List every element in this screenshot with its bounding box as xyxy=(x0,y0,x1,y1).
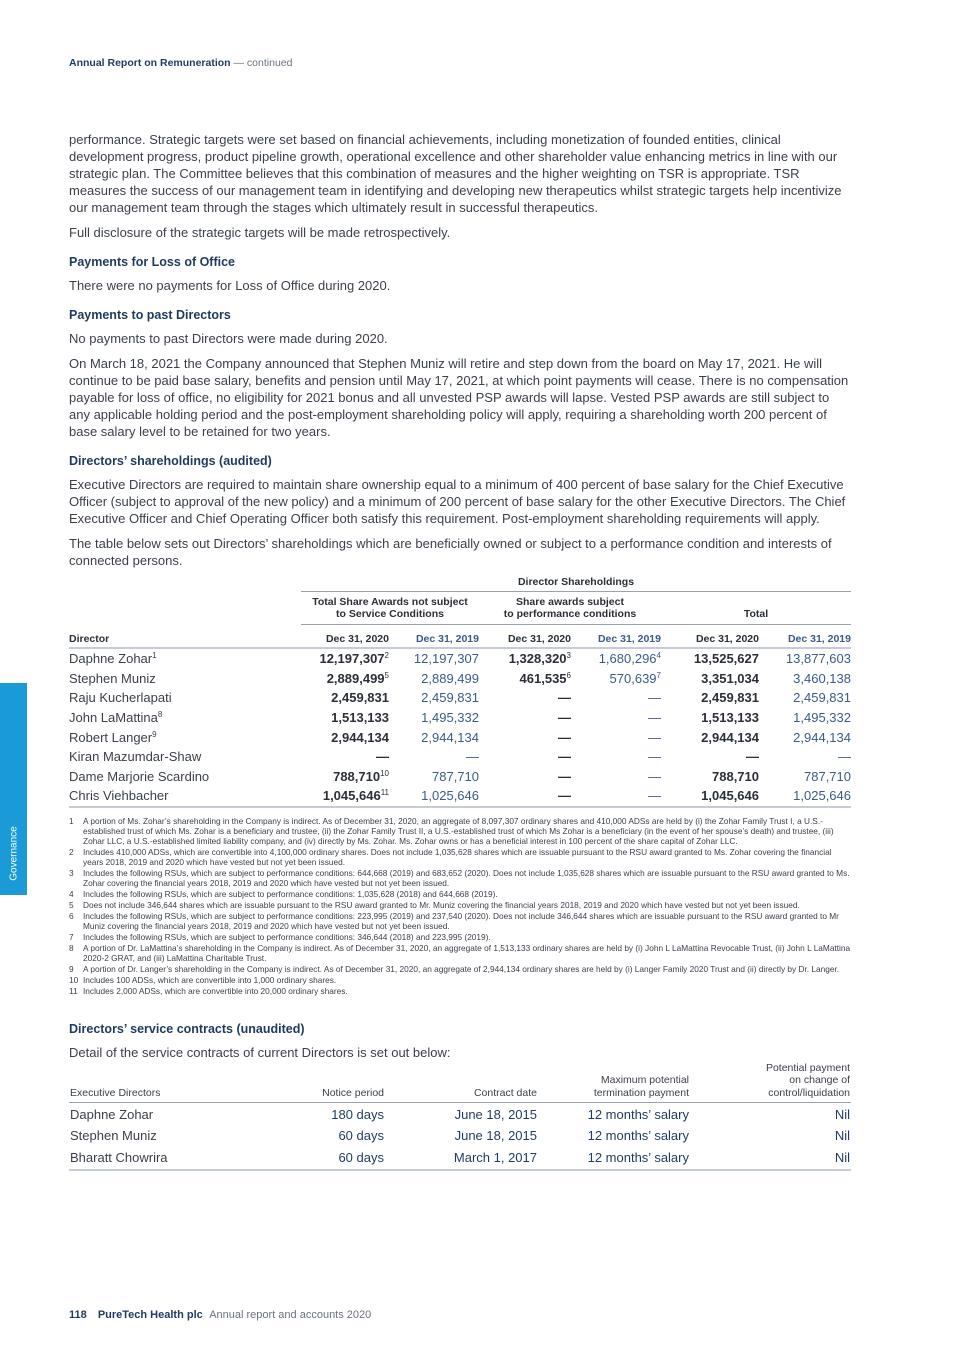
cell-total-2019 xyxy=(759,648,851,669)
footnote-number: 2 xyxy=(69,846,74,857)
col-header-executive-directors: Executive Directors xyxy=(70,1086,161,1099)
cell-value: 1,513,133 xyxy=(701,710,759,726)
cell-value: — xyxy=(648,690,661,706)
cell-director-name: Bharatt Chowrira xyxy=(70,1150,168,1166)
table-row xyxy=(69,1147,851,1170)
footnote xyxy=(69,816,851,846)
cell-total-2020 xyxy=(661,648,759,669)
cell-max-termination: 12 months’ salary xyxy=(587,1128,689,1144)
cell-value: — xyxy=(746,749,759,765)
footnote-number: 9 xyxy=(69,963,74,974)
footnote-text: Includes the following RSUs, which are subject to performance conditions: 223,995 (2019) and 237,540 (2020). Does not include 346,644 shares which are issuable pursuant to the RSU award granted to Mr Muniz covering the financial years 2018, 2019 and 2020 which have vested but not yet been issued. xyxy=(83,910,839,931)
page-content xyxy=(69,131,851,1171)
cell-perf-2019 xyxy=(571,708,661,728)
footnote-ref: 4 xyxy=(656,651,661,661)
table-row xyxy=(69,1125,851,1147)
col-header-awards-2020: Dec 31, 2020 xyxy=(301,625,389,649)
footnote-number: 7 xyxy=(69,931,74,942)
cell-director-name: Daphne Zohar xyxy=(70,1106,154,1122)
table-row xyxy=(69,747,851,767)
cell-change-of-control: Nil xyxy=(834,1106,850,1122)
cell-total-2019 xyxy=(759,727,851,747)
footnote xyxy=(69,943,851,963)
cell-value: 12,197,307 xyxy=(413,651,479,667)
cell-director-name xyxy=(69,648,301,669)
footnote xyxy=(69,911,851,931)
col-header-total-2020: Dec 31, 2020 xyxy=(661,625,759,649)
cell-value: 1,025,646 xyxy=(421,788,479,804)
cell-perf-2020 xyxy=(479,767,571,787)
cell-value: Robert Langer xyxy=(69,729,153,745)
cell-value: 570,639 xyxy=(609,670,657,686)
change-of-control-line1: Potential payment xyxy=(765,1061,850,1074)
cell-value: 1,045,646 xyxy=(701,788,759,804)
cell-awards-2019 xyxy=(389,669,479,689)
cell-director-name xyxy=(69,727,301,747)
footnote-number: 10 xyxy=(69,974,79,985)
group-header-total-label: Total xyxy=(743,608,769,620)
cell-perf-2019 xyxy=(571,669,661,689)
cell-director-name: Stephen Muniz xyxy=(70,1128,157,1144)
cell-value: 788,710 xyxy=(712,768,759,784)
section-side-tab xyxy=(0,683,27,895)
shareholdings-table-body xyxy=(69,648,851,807)
cell-total-2020 xyxy=(661,688,759,708)
cell-value: — xyxy=(558,749,571,765)
shareholdings-text-2: The table below sets out Directors’ shareholdings which are beneficially owned or subject to a performance condition and interests of connected persons. xyxy=(69,536,832,568)
cell-value: — xyxy=(558,690,571,706)
cell-change-of-control: Nil xyxy=(834,1128,850,1144)
footnote-ref: 1 xyxy=(152,651,157,661)
cell-value: 2,944,134 xyxy=(793,729,851,745)
cell-perf-2019 xyxy=(571,767,661,787)
cell-contract-date: March 1, 2017 xyxy=(453,1150,537,1166)
footnote-ref: 3 xyxy=(566,651,571,661)
cell-director-name xyxy=(69,708,301,728)
cell-total-2020 xyxy=(661,767,759,787)
cell-value: 2,889,499 xyxy=(326,670,385,686)
footnote-text: A portion of Ms. Zohar’s shareholding in the Company is indirect. As of December 31, 2020, an aggregate of 8,097,307 ordinary shares and 410,000 ADSs are held by (i) the Zohar Family Trust I, a U.S.-established trust of which Ms. Zohar is a beneficiary and trustee, (ii) the Zohar Family Trust II, a U.S.-established trust of which Ms Zohar is a beneficiary (in the event of her spouse’s death) and trustee, (iii) Zohar LLC, a U.S.-established limited liability company, and (iv) directly by Ms. Zohar. Ms. Zohar owns or has a beneficial interest in 100 percent of the share capital of Zohar LLC. xyxy=(83,815,834,846)
cell-notice-period: 60 days xyxy=(338,1150,384,1166)
footnote-text: A portion of Dr. LaMattina’s shareholding in the Company is indirect. As of December 31, 2020, an aggregate of 1,513,133 ordinary shares are held by (i) John L LaMattina Revocable Trust, (ii) John L LaMattina 2020-2 GRAT, and (iii) LaMattina Charitable Trust. xyxy=(83,942,851,963)
cell-awards-2019 xyxy=(389,786,479,807)
cell-perf-2019 xyxy=(571,747,661,767)
cell-value: 1,495,332 xyxy=(793,710,851,726)
cell-value: — xyxy=(648,788,661,804)
cell-awards-2020 xyxy=(301,767,389,787)
footnote-ref: 9 xyxy=(152,729,157,739)
cell-value: — xyxy=(558,768,571,784)
footnote-number: 4 xyxy=(69,888,74,899)
table-row xyxy=(69,786,851,807)
header-suffix: — continued xyxy=(233,57,293,69)
cell-value: — xyxy=(376,749,389,765)
cell-value: 787,710 xyxy=(804,768,851,784)
header-title: Annual Report on Remuneration xyxy=(69,57,231,69)
cell-value: Kiran Mazumdar-Shaw xyxy=(69,749,202,765)
table-group-title: Director Shareholdings xyxy=(517,576,635,588)
footnote xyxy=(69,932,851,942)
shareholdings-table xyxy=(69,573,851,808)
footnote xyxy=(69,868,851,888)
cell-awards-2020 xyxy=(301,669,389,689)
past-directors-text-1: No payments to past Directors were made during 2020. xyxy=(69,331,388,346)
service-contracts-table xyxy=(69,1061,851,1171)
footnote xyxy=(69,889,851,899)
footnote-number: 6 xyxy=(69,910,74,921)
cell-awards-2019 xyxy=(389,767,479,787)
loss-of-office-text: There were no payments for Loss of Office during 2020. xyxy=(69,278,391,293)
footnote-number: 1 xyxy=(69,815,74,826)
group-header-service-line1: Total Share Awards not subject xyxy=(312,596,468,608)
cell-total-2020 xyxy=(661,708,759,728)
col-header-contract-date: Contract date xyxy=(473,1086,537,1099)
cell-value: — xyxy=(648,729,661,745)
group-header-total xyxy=(661,592,851,625)
cell-awards-2019 xyxy=(389,688,479,708)
footnotes xyxy=(69,816,851,996)
col-header-director: Director xyxy=(69,633,110,645)
cell-value: — xyxy=(558,729,571,745)
cell-total-2019 xyxy=(759,767,851,787)
cell-value: — xyxy=(558,710,571,726)
cell-value: 2,459,831 xyxy=(421,690,479,706)
cell-value: 1,680,296 xyxy=(598,651,657,667)
col-header-perf-2020: Dec 31, 2020 xyxy=(479,625,571,649)
cell-max-termination: 12 months’ salary xyxy=(587,1150,689,1166)
cell-value: 13,525,627 xyxy=(693,651,759,667)
cell-value: 3,351,034 xyxy=(701,670,759,686)
col-header-awards-2019: Dec 31, 2019 xyxy=(389,625,479,649)
table-row xyxy=(69,708,851,728)
cell-total-2019 xyxy=(759,786,851,807)
cell-value: 1,495,332 xyxy=(421,710,479,726)
max-termination-line2: termination payment xyxy=(593,1086,689,1099)
cell-perf-2020 xyxy=(479,786,571,807)
cell-value: — xyxy=(648,710,661,726)
cell-awards-2020 xyxy=(301,786,389,807)
cell-perf-2019 xyxy=(571,727,661,747)
cell-awards-2020 xyxy=(301,727,389,747)
footnote-ref: 5 xyxy=(384,670,389,680)
cell-awards-2019 xyxy=(389,708,479,728)
footnote xyxy=(69,986,851,996)
cell-director-name xyxy=(69,786,301,807)
cell-value: 1,328,320 xyxy=(508,651,567,667)
cell-value: 1,513,133 xyxy=(331,710,389,726)
cell-value: 13,877,603 xyxy=(785,651,851,667)
group-header-service-line2: to Service Conditions xyxy=(336,608,444,620)
cell-change-of-control: Nil xyxy=(834,1150,850,1166)
max-termination-line1: Maximum potential xyxy=(600,1074,689,1087)
cell-value: Raju Kucherlapati xyxy=(69,690,172,706)
page-footer xyxy=(69,1309,371,1321)
cell-max-termination: 12 months’ salary xyxy=(587,1106,689,1122)
cell-value: John LaMattina xyxy=(69,710,158,726)
table-row xyxy=(69,727,851,747)
cell-value: 2,459,831 xyxy=(701,690,759,706)
cell-perf-2020 xyxy=(479,727,571,747)
group-header-performance xyxy=(479,592,661,625)
cell-awards-2020 xyxy=(301,688,389,708)
footnote-text: Includes the following RSUs, which are subject to performance conditions: 1,035,628 (2018) and 644,668 (2019). xyxy=(83,888,498,899)
table-row xyxy=(69,688,851,708)
footnote-ref: 6 xyxy=(566,670,571,680)
cell-awards-2019 xyxy=(389,727,479,747)
footnote-text: Includes 2,000 ADSs, which are convertible into 20,000 ordinary shares. xyxy=(83,985,348,996)
footnote-ref: 10 xyxy=(380,768,389,778)
cell-perf-2020 xyxy=(479,747,571,767)
intro-paragraph-2: Full disclosure of the strategic targets will be made retrospectively. xyxy=(69,225,451,240)
cell-value: 2,944,134 xyxy=(331,729,389,745)
cell-value: — xyxy=(648,768,661,784)
cell-director-name xyxy=(69,688,301,708)
cell-value: 2,889,499 xyxy=(421,670,479,686)
cell-perf-2019 xyxy=(571,648,661,669)
footnote-text: Includes the following RSUs, which are subject to performance conditions: 346,644 (2018) and 223,995 (2019). xyxy=(83,931,491,942)
page-number: 118 xyxy=(69,1309,87,1321)
col-header-notice-period: Notice period xyxy=(322,1086,384,1099)
table-row xyxy=(69,1103,851,1125)
cell-awards-2019 xyxy=(389,747,479,767)
intro-paragraph-1: performance. Strategic targets were set based on financial achievements, including monetization of founded entities, clinical development progress, product pipeline growth, operational excellence and other shareholder value enhancing metrics in line with our strategic plan. The Committee believes that this combination of measures and the higher weighting on TSR is appropriate. TSR measures the success of our management team in identifying and developing new therapeutics whilst strategic targets help incentivize our management team through the stages which ultimately result in successful therapeutics. xyxy=(69,132,842,215)
footnote-text: Includes 410,000 ADSs, which are convertible into 4,100,000 ordinary shares. Does not include 1,035,628 shares which are issuable pursuant to the RSU award granted to Ms. Zohar covering the financial years 2018, 2019 and 2020 which have vested but not yet been issued. xyxy=(83,846,832,867)
cell-total-2019 xyxy=(759,669,851,689)
cell-value: 12,197,307 xyxy=(319,651,385,667)
cell-value: 1,045,646 xyxy=(322,788,381,804)
table-row xyxy=(69,669,851,689)
group-header-service xyxy=(301,592,479,625)
cell-total-2020 xyxy=(661,786,759,807)
group-header-performance-line2: to performance conditions xyxy=(503,608,637,620)
cell-awards-2020 xyxy=(301,747,389,767)
shareholdings-heading: Directors’ shareholdings (audited) xyxy=(69,454,272,468)
cell-notice-period: 60 days xyxy=(338,1128,384,1144)
cell-total-2020 xyxy=(661,727,759,747)
side-tab-label: Governance xyxy=(8,826,19,881)
cell-contract-date: June 18, 2015 xyxy=(454,1128,537,1144)
past-directors-heading: Payments to past Directors xyxy=(69,308,231,322)
cell-value: Chris Viehbacher xyxy=(69,788,169,804)
cell-notice-period: 180 days xyxy=(331,1106,384,1122)
running-header xyxy=(69,57,292,69)
service-contracts-heading: Directors’ service contracts (unaudited) xyxy=(69,1021,305,1036)
cell-value: — xyxy=(648,749,661,765)
footnote-number: 11 xyxy=(69,985,78,996)
footnote xyxy=(69,964,851,974)
footnote xyxy=(69,900,851,910)
cell-value: — xyxy=(466,749,479,765)
footnote-ref: 11 xyxy=(380,788,389,798)
col-header-total-2019: Dec 31, 2019 xyxy=(759,625,851,649)
footer-document: Annual report and accounts 2020 xyxy=(209,1309,372,1321)
cell-awards-2019 xyxy=(389,648,479,669)
cell-value: — xyxy=(838,749,851,765)
footnote xyxy=(69,975,851,985)
cell-awards-2020 xyxy=(301,648,389,669)
table-row xyxy=(69,767,851,787)
cell-director-name xyxy=(69,767,301,787)
footnote-text: Includes the following RSUs, which are subject to performance conditions: 644,668 (2019) and 683,652 (2020). Does not include 1,035,628 shares which are issuable pursuant to the RSU award granted to Ms. Zohar covering the financial years 2018, 2019 and 2020 which have vested but not yet been issued. xyxy=(83,867,850,888)
table-row xyxy=(69,648,851,669)
cell-director-name xyxy=(69,747,301,767)
cell-value: — xyxy=(558,788,571,804)
cell-perf-2020 xyxy=(479,669,571,689)
cell-value: 1,025,646 xyxy=(793,788,851,804)
shareholdings-text-1: Executive Directors are required to maintain share ownership equal to a minimum of 400 percent of base salary for the Chief Executive Officer (subject to approval of the new policy) and a minimum of 200 percent of base salary for the other Executive Directors. The Chief Executive Officer and Chief Operating Officer both satisfy this requirement. Post-employment shareholding requirements will apply. xyxy=(69,477,846,526)
change-of-control-line3: control/liquidation xyxy=(768,1086,850,1099)
cell-contract-date: June 18, 2015 xyxy=(454,1106,537,1122)
cell-value: 461,535 xyxy=(519,670,567,686)
cell-total-2019 xyxy=(759,688,851,708)
cell-perf-2019 xyxy=(571,786,661,807)
col-header-max-termination xyxy=(538,1061,690,1103)
cell-value: 787,710 xyxy=(432,768,479,784)
loss-of-office-heading: Payments for Loss of Office xyxy=(69,255,236,269)
footnote-number: 3 xyxy=(69,867,74,878)
service-contracts-text: Detail of the service contracts of current Directors is set out below: xyxy=(69,1044,451,1060)
cell-value: 788,710 xyxy=(333,768,381,784)
col-header-change-of-control xyxy=(690,1061,851,1103)
footnote-ref: 8 xyxy=(157,710,163,720)
footnote-ref: 7 xyxy=(656,670,661,680)
footnote-text: Does not include 346,644 shares which are issuable pursuant to the RSU award granted to Mr. Muniz covering the financial years 2018, 2019 and 2020 which have vested but not yet been issued. xyxy=(83,899,800,910)
cell-value: 2,944,134 xyxy=(701,729,759,745)
col-header-perf-2019: Dec 31, 2019 xyxy=(571,625,661,649)
cell-perf-2019 xyxy=(571,688,661,708)
cell-value: 2,944,134 xyxy=(421,729,479,745)
cell-perf-2020 xyxy=(479,708,571,728)
footnote-number: 8 xyxy=(69,942,74,953)
cell-total-2019 xyxy=(759,708,851,728)
cell-awards-2020 xyxy=(301,708,389,728)
cell-total-2020 xyxy=(661,669,759,689)
footnote-ref: 2 xyxy=(384,651,389,661)
past-directors-text-2: On March 18, 2021 the Company announced that Stephen Muniz will retire and step down from the board on May 17, 2021. He will continue to be paid base salary, benefits and pension until May 17, 2021, at which point payments will cease. There is no compensation payable for loss of office, no eligibility for 2021 bonus and all unvested PSP awards will lapse. Vested PSP awards are still subject to any applicable holding period and the post-employment shareholding policy will apply, requiring a shareholding worth 200 percent of base salary level to be retained for two years. xyxy=(69,356,849,439)
footnote-text: Includes 100 ADSs, which are convertible into 1,000 ordinary shares. xyxy=(83,974,337,985)
group-header-performance-line1: Share awards subject xyxy=(516,596,624,608)
cell-value: Daphne Zohar xyxy=(69,651,153,667)
cell-total-2020 xyxy=(661,747,759,767)
cell-value: 2,459,831 xyxy=(793,690,851,706)
footer-company: PureTech Health plc xyxy=(97,1309,203,1321)
footnote-number: 5 xyxy=(69,899,74,910)
footnote xyxy=(69,847,851,867)
cell-perf-2020 xyxy=(479,688,571,708)
service-contracts-table-body xyxy=(69,1103,851,1170)
change-of-control-line2: on change of xyxy=(789,1074,850,1087)
cell-total-2019 xyxy=(759,747,851,767)
cell-director-name xyxy=(69,669,301,689)
cell-value: 2,459,831 xyxy=(331,690,389,706)
cell-perf-2020 xyxy=(479,648,571,669)
cell-value: Dame Marjorie Scardino xyxy=(69,768,210,784)
footnote-text: A portion of Dr. Langer’s shareholding in the Company is indirect. As of December 31, 2020, an aggregate of 2,944,134 ordinary shares are held by (i) Langer Family 2020 Trust and (ii) directly by Dr. Langer. xyxy=(83,963,840,974)
cell-value: 3,460,138 xyxy=(793,670,851,686)
cell-value: Stephen Muniz xyxy=(69,670,156,686)
